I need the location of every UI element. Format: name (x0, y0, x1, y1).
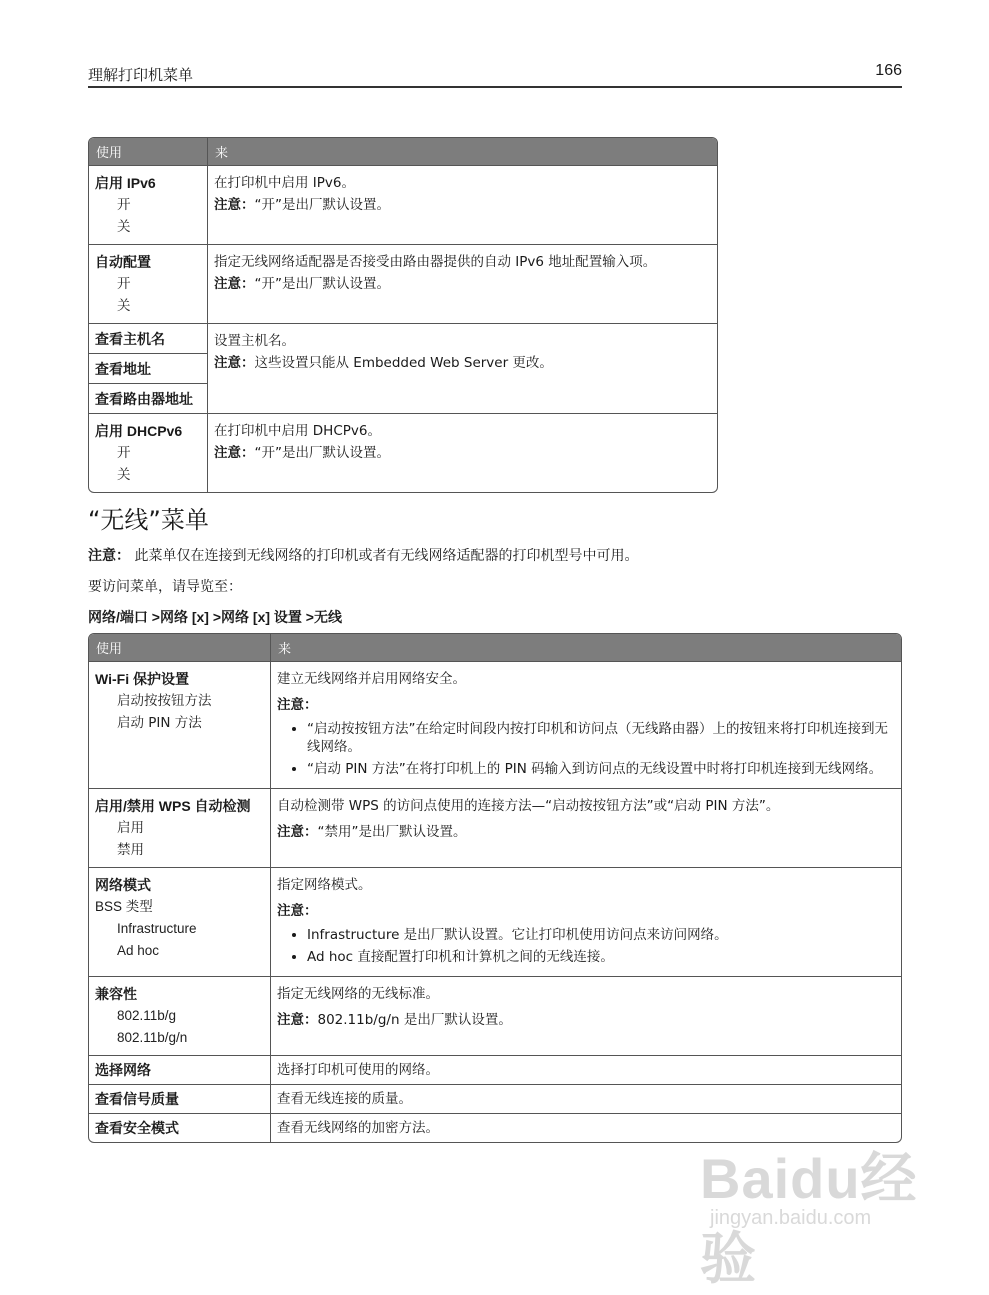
header-title: 理解打印机菜单 (88, 66, 194, 84)
menu-item-label: 查看路由器地址 (95, 391, 193, 407)
note-label: 注意： (88, 548, 130, 564)
note-text: “开”是出厂默认设置。 (254, 276, 390, 292)
table-row (89, 323, 717, 413)
menu-option: 启动 PIN 方法 (117, 715, 202, 731)
note-text: 802.11b/g/n 是出厂默认设置。 (317, 1012, 512, 1028)
menu-item-label: 启用 IPv6 (95, 175, 156, 191)
description: 选择打印机可使用的网络。 (270, 1055, 901, 1084)
list-item: • “启动按按钮方法”在给定时间段内按打印机和访问点（无线路由器）上的按钮来将打印机连接到无线网络。 (307, 720, 894, 756)
table-row (89, 976, 901, 1055)
menu-option: 禁用 (117, 842, 144, 858)
description: 在打印机中启用 IPv6。 (214, 175, 355, 191)
description: 在打印机中启用 DHCPv6。 (214, 423, 381, 439)
menu-option: Ad hoc (117, 943, 160, 958)
ipv6-settings-table (88, 137, 718, 493)
menu-sublabel: BSS 类型 (95, 899, 153, 914)
watermark-url: jingyan.baidu.com (710, 1207, 872, 1229)
table-row (89, 662, 901, 788)
description: 指定无线网络的无线标准。 (277, 986, 439, 1002)
menu-option: 开 (117, 197, 131, 213)
menu-item-label: 网络模式 (95, 877, 151, 893)
column-header-to: 来 (207, 138, 717, 166)
description: 建立无线网络并启用网络安全。 (277, 671, 466, 687)
baidu-watermark (700, 1135, 940, 1290)
menu-item-label: Wi-Fi 保护设置 (95, 671, 189, 687)
note-text: “开”是出厂默认设置。 (254, 197, 390, 213)
menu-option: 开 (117, 276, 131, 292)
note-label: 注意： (277, 697, 318, 713)
table-row (89, 413, 717, 492)
menu-option: 关 (117, 219, 131, 235)
page-number: 166 (875, 62, 902, 79)
note-label: 注意： (214, 355, 255, 371)
table-row (89, 1055, 901, 1084)
description: 查看无线连接的质量。 (270, 1084, 901, 1113)
note-label: 注意： (277, 824, 318, 840)
note-label: 注意： (214, 445, 255, 461)
access-instruction: 要访问菜单，请导览至： (88, 579, 242, 595)
menu-option: 开 (117, 445, 131, 461)
menu-item-label: 查看主机名 (89, 324, 207, 354)
menu-item-label: 查看地址 (89, 354, 207, 384)
note-text: 这些设置只能从 Embedded Web Server 更改。 (254, 355, 553, 371)
menu-item-label: 查看安全模式 (95, 1120, 179, 1136)
note-text: 此菜单仅在连接到无线网络的打印机或者有无线网络适配器的打印机型号中可用。 (130, 548, 639, 564)
menu-option: 802.11b/g (117, 1008, 177, 1023)
list-item: • “启动 PIN 方法”在将打印机上的 PIN 码输入到访问点的无线设置中时将打印机连接到无线网络。 (307, 760, 894, 778)
menu-item-label: 查看信号质量 (95, 1091, 179, 1107)
note-text: “开”是出厂默认设置。 (254, 445, 390, 461)
menu-item-label: 启用 DHCPv6 (95, 423, 183, 439)
menu-option: 启动按按钮方法 (117, 693, 212, 709)
list-item: • Infrastructure 是出厂默认设置。它让打印机使用访问点来访问网络。 (307, 926, 894, 944)
list-item: • Ad hoc 直接配置打印机和计算机之间的无线连接。 (307, 948, 894, 966)
table-row (89, 166, 717, 244)
menu-path: 网络/端口 >网络 [x] >网络 [x] 设置 >无线 (88, 609, 342, 625)
note-label: 注意： (214, 197, 255, 213)
description: 设置主机名。 (214, 333, 295, 349)
note-label: 注意： (214, 276, 255, 292)
description: 自动检测带 WPS 的访问点使用的连接方法—“启动按按钮方法”或“启动 PIN 方法”。 (277, 798, 780, 814)
menu-option: 关 (117, 298, 131, 314)
menu-item-label: 兼容性 (95, 986, 137, 1002)
menu-option: Infrastructure (117, 921, 197, 936)
table-row (89, 788, 901, 867)
menu-item-label: 选择网络 (95, 1062, 151, 1078)
column-header-use: 使用 (89, 138, 207, 166)
note-text: “禁用”是出厂默认设置。 (317, 824, 467, 840)
table-row (89, 1084, 901, 1113)
table-row (89, 244, 717, 323)
note-label: 注意： (277, 1012, 318, 1028)
menu-item-label: 自动配置 (95, 254, 151, 270)
note-label: 注意： (277, 903, 318, 919)
menu-option: 启用 (117, 820, 144, 836)
description: 指定无线网络适配器是否接受由路由器提供的自动 IPv6 地址配置输入项。 (214, 254, 657, 270)
section-note (88, 545, 638, 565)
menu-item-label: 启用/禁用 WPS 自动检测 (95, 798, 251, 814)
page-header (88, 62, 902, 88)
column-header-to: 来 (270, 634, 901, 662)
section-title: “无线”菜单 (88, 506, 209, 534)
menu-option: 关 (117, 467, 131, 483)
table-row (89, 867, 901, 976)
description: 查看无线网络的加密方法。 (270, 1113, 901, 1142)
wireless-settings-table (88, 633, 902, 1143)
watermark-brand: Baidu经验 (700, 1147, 918, 1290)
column-header-use: 使用 (89, 634, 270, 662)
description: 指定网络模式。 (277, 877, 372, 893)
menu-option: 802.11b/g/n (117, 1030, 188, 1045)
